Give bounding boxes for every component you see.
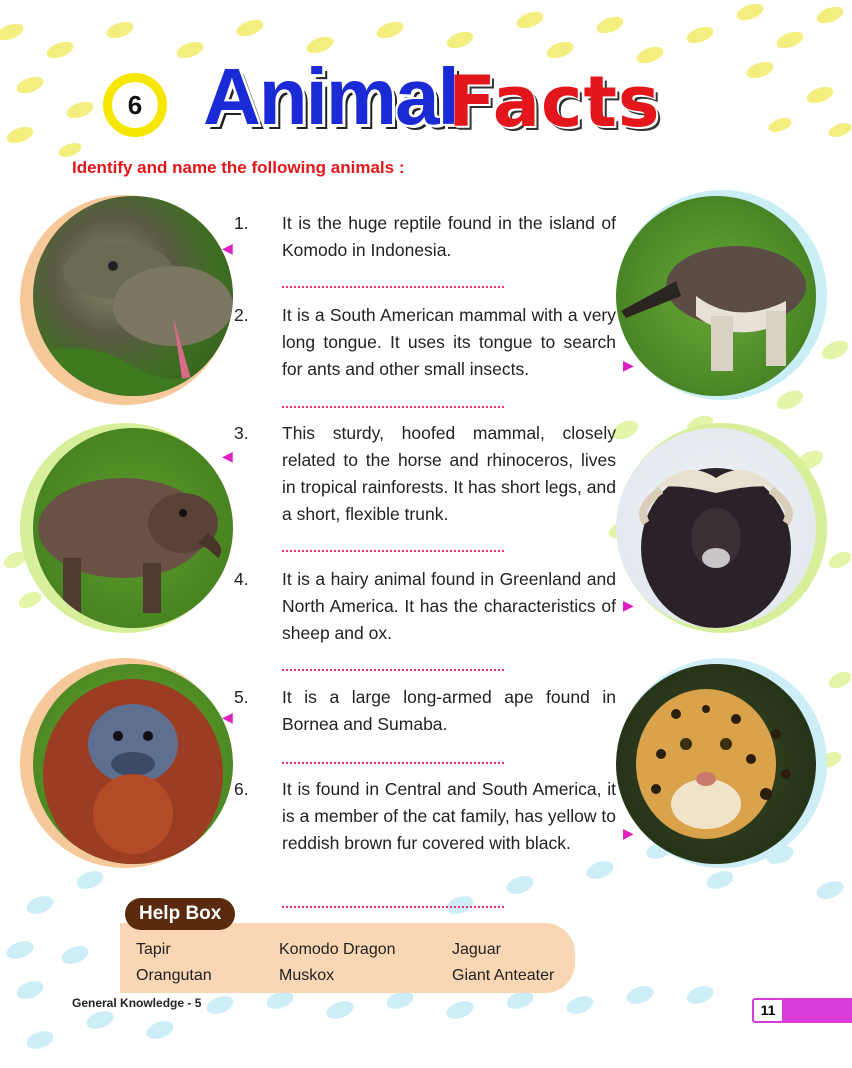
question-number: 1. [234, 213, 249, 233]
pointer-arrow-icon-5: ◀ [222, 709, 233, 725]
help-item-tapir: Tapir [136, 941, 171, 958]
question-text: It is a South American mammal with a very long tongue. It uses its tongue to search for ants and other small insects. [282, 305, 616, 379]
question-4 [234, 566, 616, 651]
question-number: 5. [234, 687, 249, 707]
question-text: This sturdy, hoofed mammal, closely related to the horse and rhinoceros, lives in tropical rainforests. It has short legs, and a short, flexible trunk. [282, 423, 616, 524]
photo-komodo-dragon [33, 196, 233, 396]
answer-line-2[interactable] [282, 406, 504, 408]
page-number-bar [782, 998, 852, 1023]
question-5 [234, 684, 616, 744]
instruction-text: Identify and name the following animals : [72, 158, 405, 177]
photo-jaguar [616, 664, 816, 864]
question-6 [234, 776, 616, 886]
answer-line-5[interactable] [282, 762, 504, 764]
answer-line-1[interactable] [282, 286, 504, 288]
pointer-arrow-icon-1: ◀ [222, 240, 233, 256]
question-number: 2. [234, 305, 249, 325]
question-3 [234, 420, 616, 530]
book-title-footer: General Knowledge - 5 [72, 996, 202, 1010]
question-number: 3. [234, 423, 249, 443]
question-1 [234, 210, 616, 270]
question-text: It is a large long-armed ape found in Bornea and Sumaba. [282, 687, 616, 734]
help-item-muskox: Muskox [279, 967, 335, 984]
chapter-badge [103, 73, 167, 137]
photo-giant-anteater [616, 196, 816, 396]
photo-tapir [33, 428, 233, 628]
question-number: 4. [234, 569, 249, 589]
photo-orangutan [33, 664, 233, 864]
answer-line-6[interactable] [282, 906, 504, 908]
help-item-orangutan: Orangutan [136, 967, 212, 984]
answer-line-4[interactable] [282, 669, 504, 671]
title-animal: Animal [203, 52, 458, 141]
question-2 [234, 302, 616, 387]
pointer-arrow-icon-4: ▶ [623, 597, 634, 613]
pointer-arrow-icon-3: ◀ [222, 448, 233, 464]
page-number: 11 [752, 998, 784, 1023]
question-text: It is found in Central and South America, it is a member of the cat family, has yellow to reddish brown fur covered with black. [282, 779, 616, 853]
answer-line-3[interactable] [282, 550, 504, 552]
help-box-title: Help Box [125, 898, 235, 930]
help-item-komodo-dragon: Komodo Dragon [279, 941, 396, 958]
help-item-jaguar: Jaguar [452, 941, 501, 958]
title-facts: Facts [448, 61, 661, 143]
question-number: 6. [234, 779, 249, 799]
question-text: It is a hairy animal found in Greenland and North America. It has the characteristics of sheep and ox. [282, 569, 616, 643]
question-text: It is the huge reptile found in the island of Komodo in Indonesia. [282, 213, 616, 260]
help-item-giant-anteater: Giant Anteater [452, 967, 555, 984]
photo-muskox [616, 428, 816, 628]
pointer-arrow-icon-2: ▶ [623, 357, 634, 373]
chapter-number: 6 [112, 82, 158, 128]
pointer-arrow-icon-6: ▶ [623, 825, 634, 841]
